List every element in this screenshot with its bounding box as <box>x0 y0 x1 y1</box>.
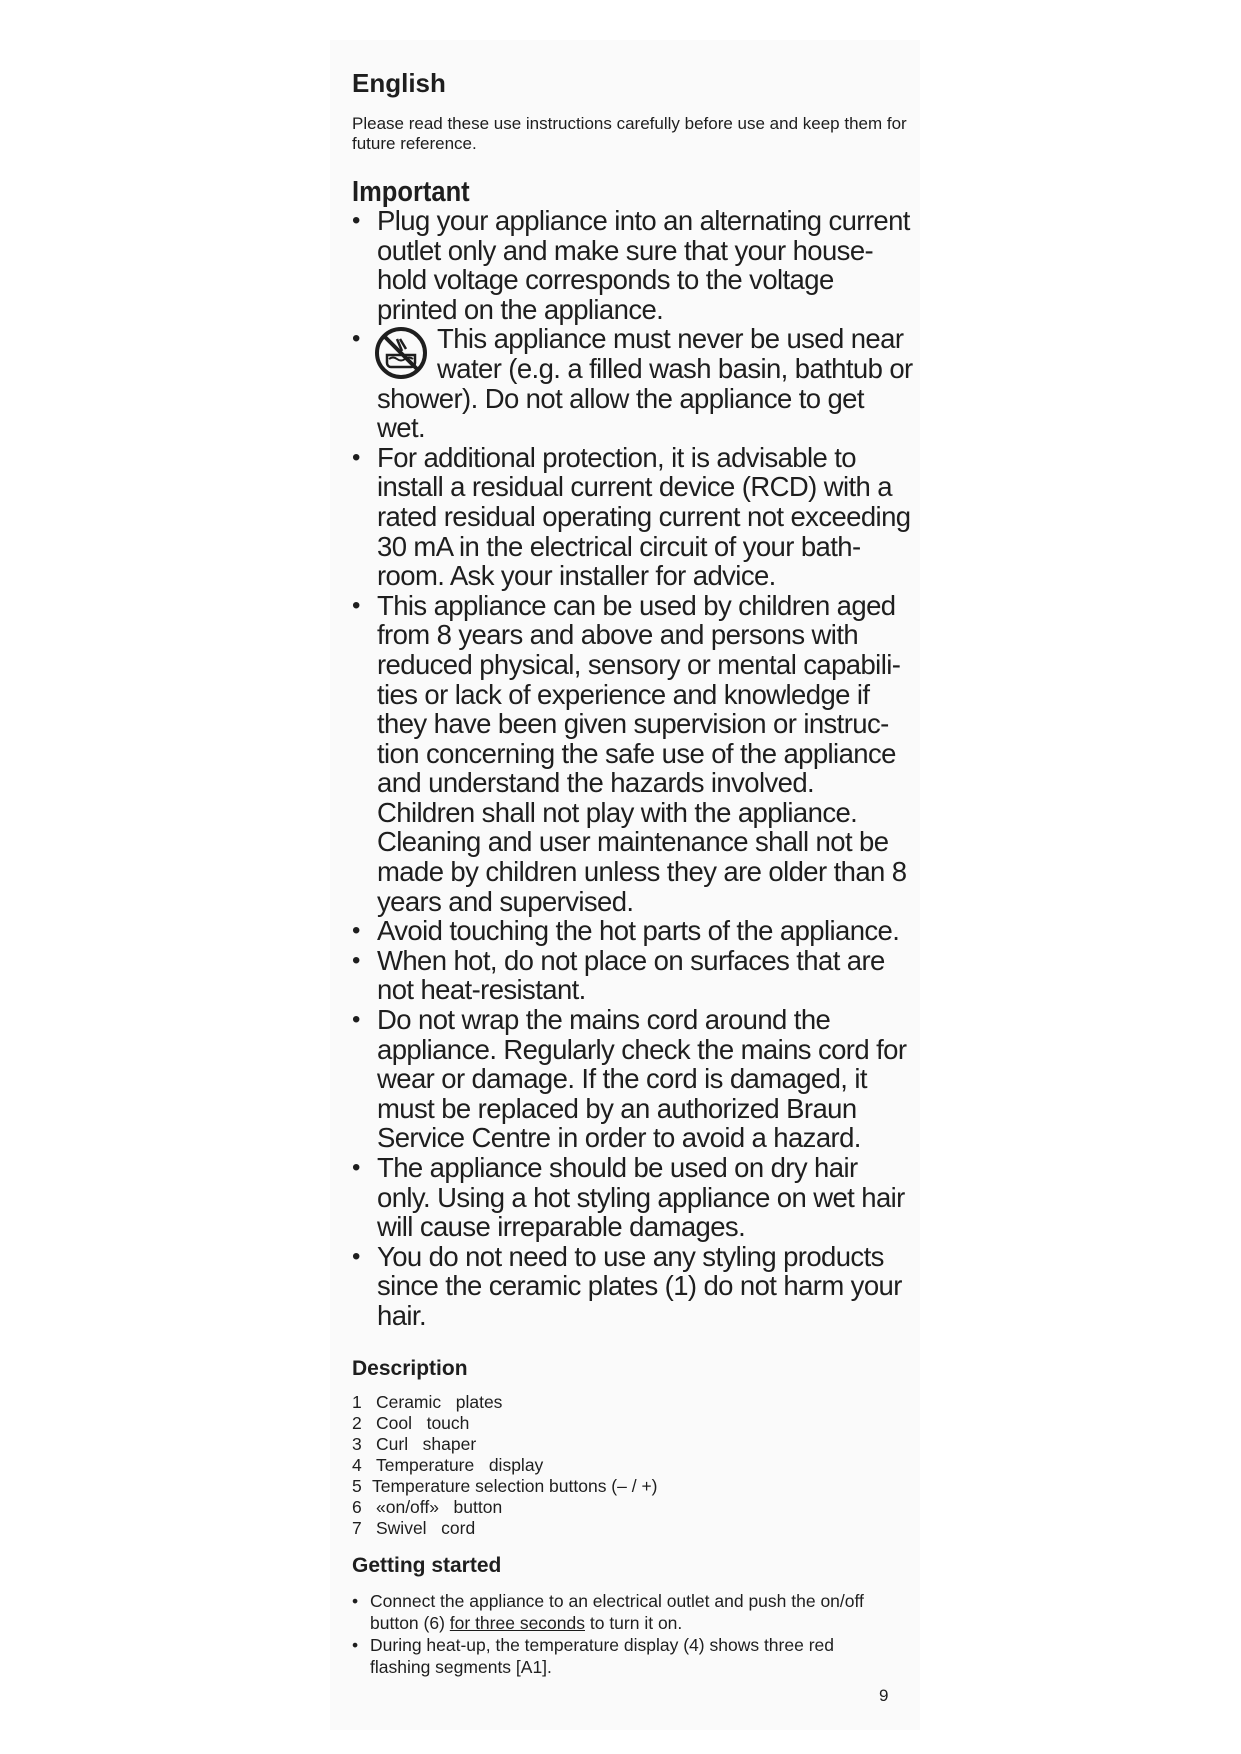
bullet: • <box>352 917 360 945</box>
item-number: 2 <box>352 1413 362 1433</box>
list-item <box>352 1634 892 1678</box>
list-item-text: The appliance should be used on dry hair only. Using a hot styling appliance on wet hair will cause irreparable damages. <box>377 1152 905 1243</box>
page-number: 9 <box>879 1686 889 1705</box>
item-label: Swivel cord <box>376 1518 476 1538</box>
getting-started-heading: Getting started <box>352 1554 502 1577</box>
item-number: 6 <box>352 1497 362 1517</box>
list-item-text: Avoid touching the hot parts of the appliance. <box>377 915 900 947</box>
list-item <box>352 1005 917 1153</box>
bullet: • <box>352 443 360 471</box>
getting-started-list <box>352 1590 892 1678</box>
item-label: Ceramic plates <box>376 1392 503 1412</box>
description-item <box>352 1497 912 1518</box>
item-label: Curl shaper <box>376 1434 477 1454</box>
list-item-text: During heat-up, the temperature display (4) shows three red flashing segments [A1]. <box>370 1635 834 1677</box>
bullet: • <box>352 207 360 234</box>
bullet: • <box>352 1591 359 1611</box>
item-label: Temperature display <box>376 1455 544 1475</box>
bullet: • <box>352 1006 360 1034</box>
important-list <box>352 206 917 1331</box>
list-item-text: This appliance must never be used near water (e.g. a filled wash basin, bathtub or shower). Do not allow the appliance to get wet. <box>377 323 913 444</box>
description-heading: Description <box>352 1357 468 1380</box>
intro-paragraph: Please read these use instructions carefully before use and keep them for future reference. <box>352 114 907 153</box>
description-item <box>352 1392 912 1413</box>
list-item <box>352 1590 892 1634</box>
item-label: «on/off» button <box>376 1497 503 1517</box>
underlined-text: for three seconds <box>449 1613 585 1633</box>
bullet: • <box>352 591 360 619</box>
bullet: • <box>352 1635 359 1655</box>
list-item <box>352 206 917 324</box>
important-heading: Important <box>352 176 470 208</box>
item-number: 1 <box>352 1392 362 1412</box>
description-item <box>352 1455 912 1476</box>
description-list <box>352 1392 912 1539</box>
item-number: 5 <box>352 1476 362 1496</box>
list-item <box>352 591 917 917</box>
no-water-warning-icon <box>373 325 429 381</box>
list-item-text-end: to turn it on. <box>585 1613 683 1633</box>
list-item-text: You do not need to use any styling products since the ceramic plates (1) do not harm your hair. <box>377 1240 902 1331</box>
list-item-text: Plug your appliance into an alternating current outlet only and make sure that your house-hold voltage corresponds to the voltage printed on the appliance. <box>377 205 910 325</box>
list-item <box>352 324 917 442</box>
list-item <box>352 443 917 591</box>
bullet: • <box>352 325 360 353</box>
list-item-text: When hot, do not place on surfaces that are not heat-resistant. <box>377 944 885 1006</box>
list-item <box>352 1153 917 1242</box>
list-item-text: For additional protection, it is advisable to install a residual current device (RCD) with a rated residual operating current not exceeding 30 mA in the electrical circuit of your bath-room. Ask your installer for advice. <box>377 441 911 592</box>
item-label: Cool touch <box>376 1413 470 1433</box>
item-number: 3 <box>352 1434 362 1454</box>
description-item <box>352 1518 912 1539</box>
language-heading: English <box>352 68 446 98</box>
description-item <box>352 1434 912 1455</box>
item-label: Temperature selection buttons (– / +) <box>372 1476 658 1496</box>
list-item <box>352 946 917 1005</box>
list-item <box>352 1242 917 1331</box>
description-item <box>352 1413 912 1434</box>
list-item-text: Do not wrap the mains cord around the appliance. Regularly check the mains cord for wear or damage. If the cord is damaged, it must be replaced by an authorized Braun Service Centre in order to avoid a hazard. <box>377 1004 907 1154</box>
item-number: 7 <box>352 1518 362 1538</box>
bullet: • <box>352 1242 360 1270</box>
description-item <box>352 1476 912 1497</box>
bullet: • <box>352 1154 360 1181</box>
list-item-text: This appliance can be used by children aged from 8 years and above and persons with reduced physical, sensory or mental capabili-ties or lack of experience and knowledge if they have been given supervision or instruc-tion concerning the safe use of the appliance and understand the hazards involved. Children shall not play with the appliance. Cleaning and user maintenance shall not be made by children unless they are older than 8 years and supervised. <box>377 589 907 917</box>
list-item <box>352 916 917 946</box>
item-number: 4 <box>352 1455 362 1475</box>
list-item-text-start: Connect the appliance to an electrical outlet and push the on/off button (6) <box>370 1591 864 1633</box>
bullet: • <box>352 946 360 974</box>
